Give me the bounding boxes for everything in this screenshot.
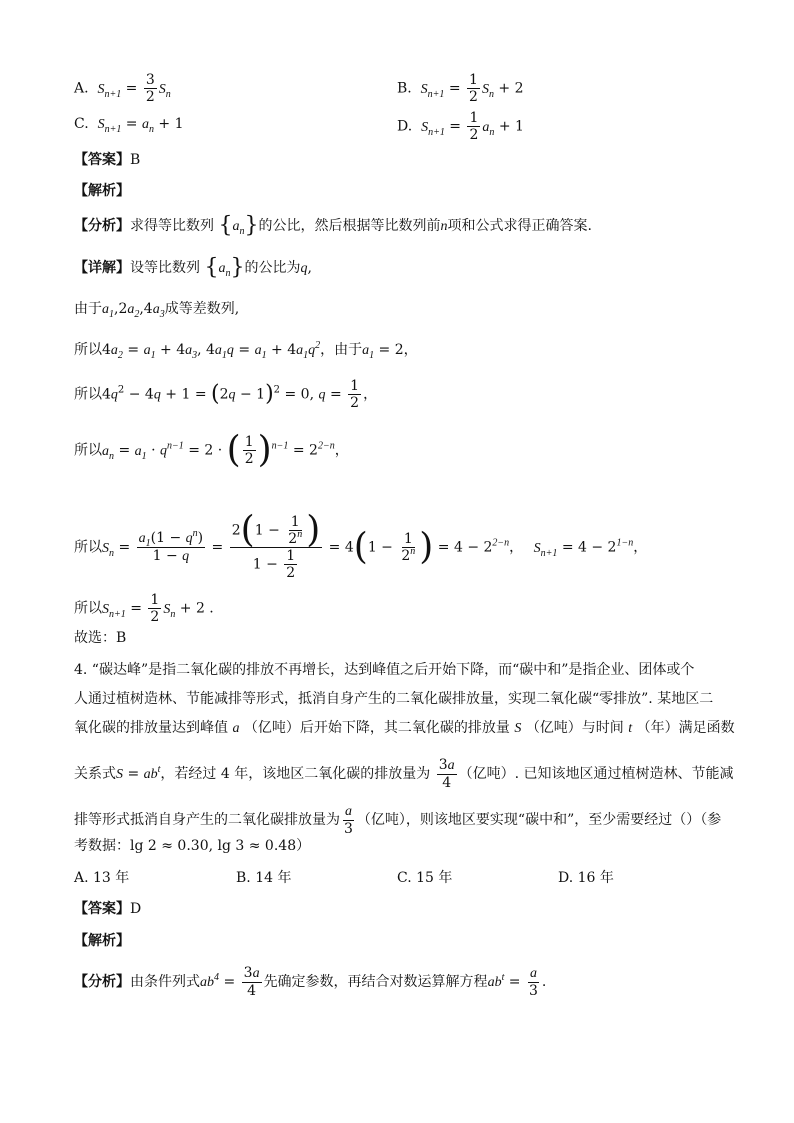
q4-option-c: C. 15 年: [397, 870, 453, 886]
step-3: 所以$4q^2 - 4q + 1 = (2q - 1)^2 = 0$, q = $\frac{1}{2}$ ，: [74, 378, 378, 411]
option-c: C. $S_{n+1} = a_n + 1$: [74, 116, 184, 135]
option-a: A. $S_{n+1}$ = $\frac{3}{2}$ $S_n$: [74, 72, 171, 105]
step-5: 所以$S_n$ = $\frac{a_1(1 - q^n)}{1 - q}$ = 2(1 − $\frac{1}{2^n}$ ) 1 − $\frac{1}{2}$ = 4(1 − $\frac{1}{2^n}$ ) = $4 - 2^{2-n}$， $S_{n+1} = 4 - 2^{1-n}$，: [74, 509, 648, 581]
q4-line-4: 关系式$S = ab^t$，若经过 4 年，该地区二氧化碳的排放量为 $\frac{3a}{4}$ （亿吨）. 已知该地区通过植树造林、节能减: [74, 757, 734, 791]
answer-line: 【答案】B: [74, 152, 141, 168]
q4-line-5: 排等形式抵消自身产生的二氧化碳排放量为 $\frac{a}{3}$ （亿吨），则该地区要实现“碳中和”，至少需要经过（）（参: [74, 804, 722, 837]
conclusion: 故选：B: [74, 630, 127, 646]
q4-fenxi-line: 【分析】由条件列式$ab^4$ = $\frac{3a}{4}$ 先确定参数，再结合对数运算解方程$ab^t$ = $\frac{a}{3}$ .: [74, 965, 547, 999]
q4-option-b: B. 14 年: [236, 870, 292, 886]
option-b: B. $S_{n+1}$ = $\frac{1}{2}$ $S_n + 2$: [397, 72, 524, 105]
xiangjie-line: 【详解】设等比数列 $\{a_n\}$的公比为q,: [74, 255, 312, 280]
q4-analysis-heading: 【解析】: [74, 933, 130, 949]
analysis-heading: 【解析】: [74, 183, 130, 199]
step-4: 所以$a_n = a_1 \cdot q^{n-1} = 2$ · ( $\frac{1}{2}$ )$^{n-1} = 2^{2-n}$，: [74, 429, 349, 471]
q4-line-6: 考数据：lg 2 ≈ 0.30, lg 3 ≈ 0.48）: [74, 838, 311, 854]
q4-line-1: 4. “碳达峰”是指二氧化碳的排放不再增长，达到峰值之后开始下降，而“碳中和”是指企业、团体或个: [74, 662, 695, 678]
q4-option-d: D. 16 年: [558, 870, 614, 886]
step-2: 所以$4a_2 = a_1 + 4a_3$, $4a_1q = a_1 + 4a_1q^2$，由于$a_1 = 2$，: [74, 340, 418, 361]
step-6: 所以$S_{n+1}$ = $\frac{1}{2}$ $S_n + 2$ .: [74, 592, 214, 625]
option-d: D. $S_{n+1}$ = $\frac{1}{2}$ $a_n + 1$: [397, 110, 524, 143]
q4-line-2: 人通过植树造林、节能减排等形式，抵消自身产生的二氧化碳排放量，实现二氧化碳“零排放”. 某地区二: [74, 691, 714, 707]
step-1: 由于$a_1,2a_2,4a_3$成等差数列,: [74, 301, 240, 320]
fenxi-line: 【分析】求得等比数列 $\{a_n\}$的公比，然后根据等比数列前n项和公式求得正确答案.: [74, 213, 592, 238]
q4-answer-line: 【答案】D: [74, 901, 142, 917]
q4-line-3: 氧化碳的排放量达到峰值 a （亿吨）后开始下降，其二氧化碳的排放量 S （亿吨）与时间 t （年）满足函数: [74, 720, 735, 736]
q4-option-a: A. 13 年: [74, 870, 130, 886]
